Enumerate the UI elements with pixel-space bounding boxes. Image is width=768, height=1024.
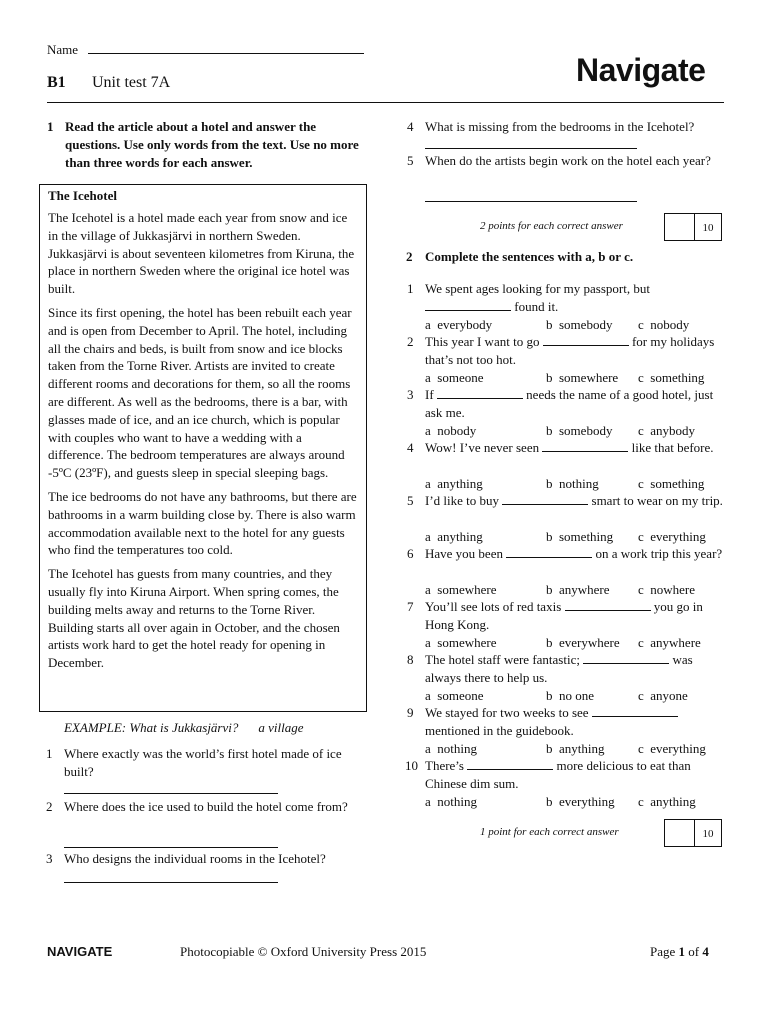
gapfill-after: like that before. xyxy=(631,440,714,455)
name-label: Name xyxy=(47,42,79,57)
gapfill-before: Have you been xyxy=(425,546,503,561)
page-of: of xyxy=(688,944,700,959)
question-text: When do the artists begin work on the hotel each year? xyxy=(425,153,711,168)
gapfill-blank[interactable] xyxy=(592,706,678,717)
page-prefix: Page xyxy=(650,944,676,959)
gapfill-number: 2 xyxy=(407,334,414,349)
section1-score-box[interactable] xyxy=(664,213,722,241)
gapfill-item xyxy=(407,545,723,563)
gapfill-number: 1 xyxy=(407,281,414,296)
header-divider xyxy=(47,102,724,103)
gapfill-blank[interactable] xyxy=(506,547,592,558)
gapfill-blank[interactable] xyxy=(437,388,523,399)
gapfill-blank[interactable] xyxy=(543,335,629,346)
option-b[interactable]: b anywhere xyxy=(546,582,610,597)
name-field[interactable] xyxy=(47,42,364,58)
gapfill-item xyxy=(407,598,723,634)
gapfill-before: We stayed for two weeks to see xyxy=(425,705,589,720)
option-b[interactable]: b something xyxy=(546,529,614,544)
section2-instruction: Complete the sentences with a, b or c. xyxy=(425,249,634,264)
brand-logo: Navigate xyxy=(576,52,706,88)
answer-line[interactable] xyxy=(64,793,278,794)
gapfill-before: If xyxy=(425,387,434,402)
example-answer: a village xyxy=(258,720,304,735)
page-total: 4 xyxy=(702,944,709,959)
question-item xyxy=(407,118,725,136)
gapfill-number: 4 xyxy=(407,440,414,455)
article-paragraph: The ice bedrooms do not have any bathrooms, but there are bathrooms in a warm building close by. There is also warm accommodation available next to the hotel for any guests who find the temperatures too cold. xyxy=(48,488,357,558)
question-item xyxy=(46,798,364,816)
gapfill-after: more delicious to eat than Chinese dim sum. xyxy=(425,758,691,791)
gapfill-blank[interactable] xyxy=(542,441,628,452)
option-a[interactable]: a somewhere xyxy=(425,635,497,650)
gapfill-item xyxy=(407,651,723,687)
gapfill-item xyxy=(407,386,723,422)
article-paragraph: The Icehotel is a hotel made each year from snow and ice in the village of Jukkasjärvi in northern Sweden. Jukkasjärvi is about seventeen kilometres from Kiruna, the place in northern Sweden where the original ice hotel was built. xyxy=(48,210,355,297)
question-text: What is missing from the bedrooms in the Icehotel? xyxy=(425,119,695,134)
section2-score-box[interactable] xyxy=(664,819,722,847)
option-b[interactable]: b somewhere xyxy=(546,370,619,385)
gapfill-item xyxy=(407,280,723,316)
gapfill-after: on a work trip this year? xyxy=(595,546,723,561)
gapfill-number: 8 xyxy=(407,652,414,667)
gapfill-before: There’s xyxy=(425,758,464,773)
footer-copyright: Photocopiable © Oxford University Press 2015 xyxy=(180,944,427,959)
option-c[interactable]: c anyone xyxy=(638,688,688,703)
gapfill-item xyxy=(407,333,723,369)
option-b[interactable]: b anything xyxy=(546,741,605,756)
gapfill-before: We spent ages looking for my passport, but xyxy=(425,281,650,296)
option-b[interactable]: b no one xyxy=(546,688,595,703)
option-b[interactable]: b nothing xyxy=(546,476,599,491)
option-a[interactable]: a nothing xyxy=(425,741,477,756)
option-a[interactable]: a someone xyxy=(425,370,484,385)
answer-line[interactable] xyxy=(64,882,278,883)
section2-score-note: 1 point for each correct answer xyxy=(480,826,619,838)
gapfill-after: needs the name of a good hotel, just ask me. xyxy=(425,387,714,420)
option-a[interactable]: a anything xyxy=(425,476,483,491)
gapfill-before: You’ll see lots of red taxis xyxy=(425,599,562,614)
option-b[interactable]: b everything xyxy=(546,794,615,809)
question-number: 5 xyxy=(407,153,414,168)
option-c[interactable]: c everything xyxy=(638,741,706,756)
option-c[interactable]: c everything xyxy=(638,529,706,544)
gapfill-item xyxy=(407,704,723,740)
gapfill-blank[interactable] xyxy=(565,600,651,611)
article-paragraph: The Icehotel has guests from many countries, and they usually fly into Kiruna Airport. When spring comes, the building melts away and returns to the Torne River. Building starts all over again in October, and the chosen artists work hard to get the hotel ready for opening in December. xyxy=(48,566,340,671)
question-item xyxy=(46,850,364,868)
gapfill-before: This year I want to go xyxy=(425,334,540,349)
option-a[interactable]: a nobody xyxy=(425,423,477,438)
option-c[interactable]: c something xyxy=(638,476,705,491)
question-item xyxy=(407,152,715,170)
section2-number: 2 xyxy=(406,249,413,264)
gapfill-number: 10 xyxy=(405,758,418,773)
question-text: Where exactly was the world’s first hotel made of ice built? xyxy=(64,746,342,779)
gapfill-after: for my holidays that’s not too hot. xyxy=(425,334,715,367)
answer-line[interactable] xyxy=(425,148,637,149)
gapfill-after: smart to wear on my trip. xyxy=(591,493,723,508)
gapfill-before: I’d like to buy xyxy=(425,493,500,508)
gapfill-number: 9 xyxy=(407,705,414,720)
option-a[interactable]: a somewhere xyxy=(425,582,497,597)
article-box xyxy=(39,184,367,712)
gapfill-number: 6 xyxy=(407,546,414,561)
page-indicator xyxy=(650,944,709,960)
gapfill-after: you go in Hong Kong. xyxy=(425,599,703,632)
unit-title: Unit test 7A xyxy=(92,74,171,91)
option-b[interactable]: b somebody xyxy=(546,317,613,332)
page-current: 1 xyxy=(678,944,686,959)
gapfill-blank[interactable] xyxy=(425,300,511,311)
section1-score-max: 10 xyxy=(694,214,721,240)
question-number: 4 xyxy=(407,119,414,134)
gapfill-item xyxy=(405,757,723,793)
gapfill-before: The hotel staff were fantastic; xyxy=(425,652,580,667)
gapfill-number: 5 xyxy=(407,493,414,508)
option-b[interactable]: b somebody xyxy=(546,423,613,438)
gapfill-item xyxy=(407,439,723,457)
gapfill-blank[interactable] xyxy=(467,759,553,770)
gapfill-blank[interactable] xyxy=(502,494,588,505)
question-text: Where does the ice used to build the hotel come from? xyxy=(64,799,348,814)
question-number: 3 xyxy=(46,851,53,866)
option-a[interactable]: a someone xyxy=(425,688,484,703)
option-c[interactable]: c nobody xyxy=(638,317,690,332)
gapfill-item xyxy=(407,492,723,510)
level-label: B1 xyxy=(47,74,66,91)
section1-score-note: 2 points for each correct answer xyxy=(480,220,623,232)
article-title: The Icehotel xyxy=(48,188,117,203)
section1-number: 1 xyxy=(47,119,54,134)
name-answer-line[interactable] xyxy=(88,43,364,54)
example-question: EXAMPLE: What is Jukkasjärvi? xyxy=(64,720,239,735)
option-c[interactable]: c anything xyxy=(638,794,696,809)
option-b[interactable]: b everywhere xyxy=(546,635,620,650)
option-a[interactable]: a nothing xyxy=(425,794,477,809)
question-item xyxy=(46,745,364,781)
article-paragraph: Since its first opening, the hotel has been rebuilt each year and is open from December to April. The hotel, including all the chairs and beds, is built from snow and ice blocks taken from the Torne River. Artists are invited to create different rooms and decorations for them, so all the rooms are different. As well as the bedrooms, there is a bar, with glasses made of ice, and an ice church, which is popular with couples who want to have a wedding with a difference. The bedroom temperatures are always around -5ºC (23ºF), and guests sleep in special sleeping bags. xyxy=(48,304,352,481)
gapfill-blank[interactable] xyxy=(583,653,669,664)
option-c[interactable]: c anybody xyxy=(638,423,696,438)
answer-line[interactable] xyxy=(425,201,637,202)
answer-line[interactable] xyxy=(64,847,278,848)
example-line xyxy=(64,720,304,736)
gapfill-after: was always there to help us. xyxy=(425,652,693,685)
option-a[interactable]: a everybody xyxy=(425,317,493,332)
gapfill-number: 3 xyxy=(407,387,414,402)
gapfill-number: 7 xyxy=(407,599,414,614)
gapfill-before: Wow! I’ve never seen xyxy=(425,440,540,455)
section1-instruction: Read the article about a hotel and answer the questions. Use only words from the text. Use no more than three words for each answer. xyxy=(65,119,359,170)
section2-score-max: 10 xyxy=(694,820,721,846)
gapfill-after: found it. xyxy=(514,299,559,314)
option-c[interactable]: c something xyxy=(638,370,705,385)
question-number: 1 xyxy=(46,746,53,761)
footer-brand: NAVIGATE xyxy=(47,944,113,959)
question-text: Who designs the individual rooms in the Icehotel? xyxy=(64,851,326,866)
gapfill-after: mentioned in the guidebook. xyxy=(425,723,574,738)
option-c[interactable]: c nowhere xyxy=(638,582,696,597)
option-c[interactable]: c anywhere xyxy=(638,635,701,650)
option-a[interactable]: a anything xyxy=(425,529,483,544)
question-number: 2 xyxy=(46,799,53,814)
